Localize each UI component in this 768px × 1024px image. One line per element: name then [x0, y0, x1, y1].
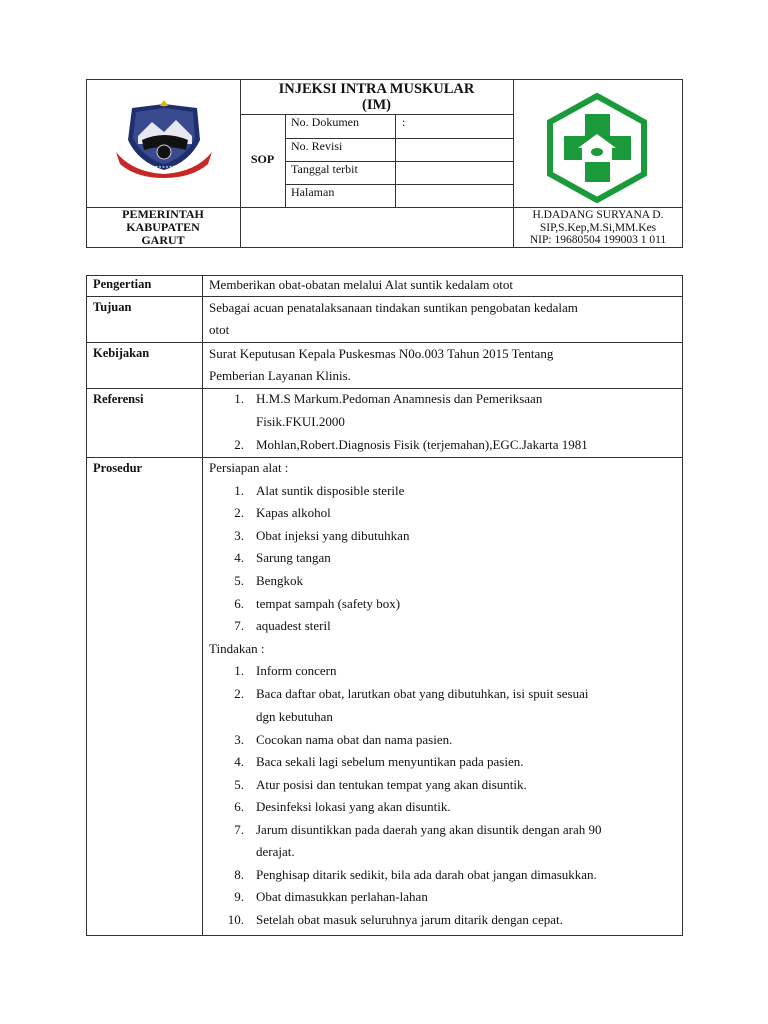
- label-tujuan: Tujuan: [93, 300, 132, 314]
- label-referensi: Referensi: [93, 392, 144, 406]
- doc-field-label: No. Dokumen: [291, 115, 359, 129]
- persiapan-item: aquadest steril: [256, 618, 331, 633]
- tindakan-item: Penghisap ditarik sedikit, bila ada darah obat jangan dimasukkan.: [256, 867, 597, 882]
- kebijakan-text: Pemberian Layanan Klinis.: [209, 368, 351, 383]
- label-prosedur: Prosedur: [93, 461, 143, 475]
- tindakan-item: Obat dimasukkan perlahan-lahan: [256, 889, 428, 904]
- tindakan-item: Setelah obat masuk seluruhnya jarum ditarik dengan cepat.: [256, 912, 563, 927]
- signer-block: [513, 209, 683, 247]
- tindakan-item: Desinfeksi lokasi yang akan disuntik.: [256, 799, 451, 814]
- org-line-3: GARUT: [141, 233, 185, 247]
- signer-nip: NIP: 19680504 199003 1 011: [529, 234, 667, 246]
- tindakan-number: 3.: [234, 732, 244, 747]
- tindakan-number: 1.: [234, 663, 244, 678]
- tujuan-text: otot: [209, 322, 230, 337]
- document-title: [240, 81, 513, 113]
- tujuan-text: Sebagai acuan penatalaksanaan tindakan suntikan pengobatan kedalam: [209, 300, 578, 315]
- tindakan-number: 8.: [234, 867, 244, 882]
- persiapan-number: 5.: [234, 573, 244, 588]
- tindakan-item: Baca sekali lagi sebelum menyuntikan pada pasien.: [256, 754, 524, 769]
- doc-field-value: :: [402, 115, 406, 129]
- signer-name: H.DADANG SURYANA D.: [532, 209, 664, 221]
- doc-field-label: No. Revisi: [291, 139, 343, 153]
- tindakan-number: 9.: [234, 889, 244, 904]
- puskesmas-cross-logo: [540, 92, 655, 204]
- tindakan-item: dgn kebutuhan: [256, 709, 333, 724]
- persiapan-item: Obat injeksi yang dibutuhkan: [256, 528, 410, 543]
- referensi-number: 2.: [234, 437, 244, 452]
- tindakan-number: 10.: [227, 912, 244, 927]
- sop-label: SOP: [250, 152, 275, 166]
- persiapan-number: 2.: [234, 505, 244, 520]
- tindakan-number: 2.: [234, 686, 244, 701]
- tindakan-title: Tindakan :: [209, 641, 265, 656]
- persiapan-number: 7.: [234, 618, 244, 633]
- tindakan-number: 5.: [234, 777, 244, 792]
- org-line-1: PEMERINTAH: [122, 207, 204, 221]
- tindakan-item: Inform concern: [256, 663, 337, 678]
- tindakan-number: 4.: [234, 754, 244, 769]
- referensi-item: H.M.S Markum.Pedoman Anamnesis dan Pemeriksaan: [256, 391, 543, 406]
- tindakan-item: derajat.: [256, 844, 295, 859]
- label-kebijakan: Kebijakan: [93, 346, 150, 360]
- persiapan-item: Bengkok: [256, 573, 303, 588]
- pengertian-text: Memberikan obat-obatan melalui Alat suntik kedalam otot: [209, 277, 513, 292]
- tindakan-item: Baca daftar obat, larutkan obat yang dibutuhkan, isi spuit sesuai: [256, 686, 589, 701]
- kebijakan-text: Surat Keputusan Kepala Puskesmas N0o.003 Tahun 2015 Tentang: [209, 346, 554, 361]
- persiapan-item: Sarung tangan: [256, 550, 331, 565]
- persiapan-number: 3.: [234, 528, 244, 543]
- persiapan-title: Persiapan alat :: [209, 460, 289, 475]
- tindakan-number: 6.: [234, 799, 244, 814]
- persiapan-item: tempat sampah (safety box): [256, 596, 401, 611]
- referensi-item: Mohlan,Robert.Diagnosis Fisik (terjemahan),EGC.Jakarta 1981: [256, 437, 588, 452]
- referensi-number: 1.: [234, 391, 244, 406]
- persiapan-item: Alat suntik disposible sterile: [256, 483, 405, 498]
- persiapan-number: 1.: [234, 483, 244, 498]
- tindakan-item: Jarum disuntikkan pada daerah yang akan disuntik dengan arah 90: [256, 822, 602, 837]
- title-line-2: (IM): [362, 97, 391, 113]
- org-name: [86, 208, 240, 247]
- tindakan-item: Atur posisi dan tentukan tempat yang akan disuntik.: [256, 777, 527, 792]
- persiapan-number: 6.: [234, 596, 244, 611]
- doc-field-label: Halaman: [291, 185, 335, 199]
- title-line-1: INJEKSI INTRA MUSKULAR: [278, 81, 475, 97]
- doc-field-label: Tanggal terbit: [291, 162, 358, 176]
- org-line-2: KABUPATEN: [126, 220, 200, 234]
- label-pengertian: Pengertian: [93, 277, 152, 291]
- signer-title: SIP,S.Kep,M.Si,MM.Kes: [539, 221, 657, 234]
- tindakan-item: Cocokan nama obat dan nama pasien.: [256, 732, 453, 747]
- persiapan-item: Kapas alkohol: [256, 505, 331, 520]
- referensi-item: Fisik.FKUI.2000: [256, 414, 345, 429]
- tindakan-number: 7.: [234, 822, 244, 837]
- persiapan-number: 4.: [234, 550, 244, 565]
- garut-shield-logo: [112, 100, 217, 178]
